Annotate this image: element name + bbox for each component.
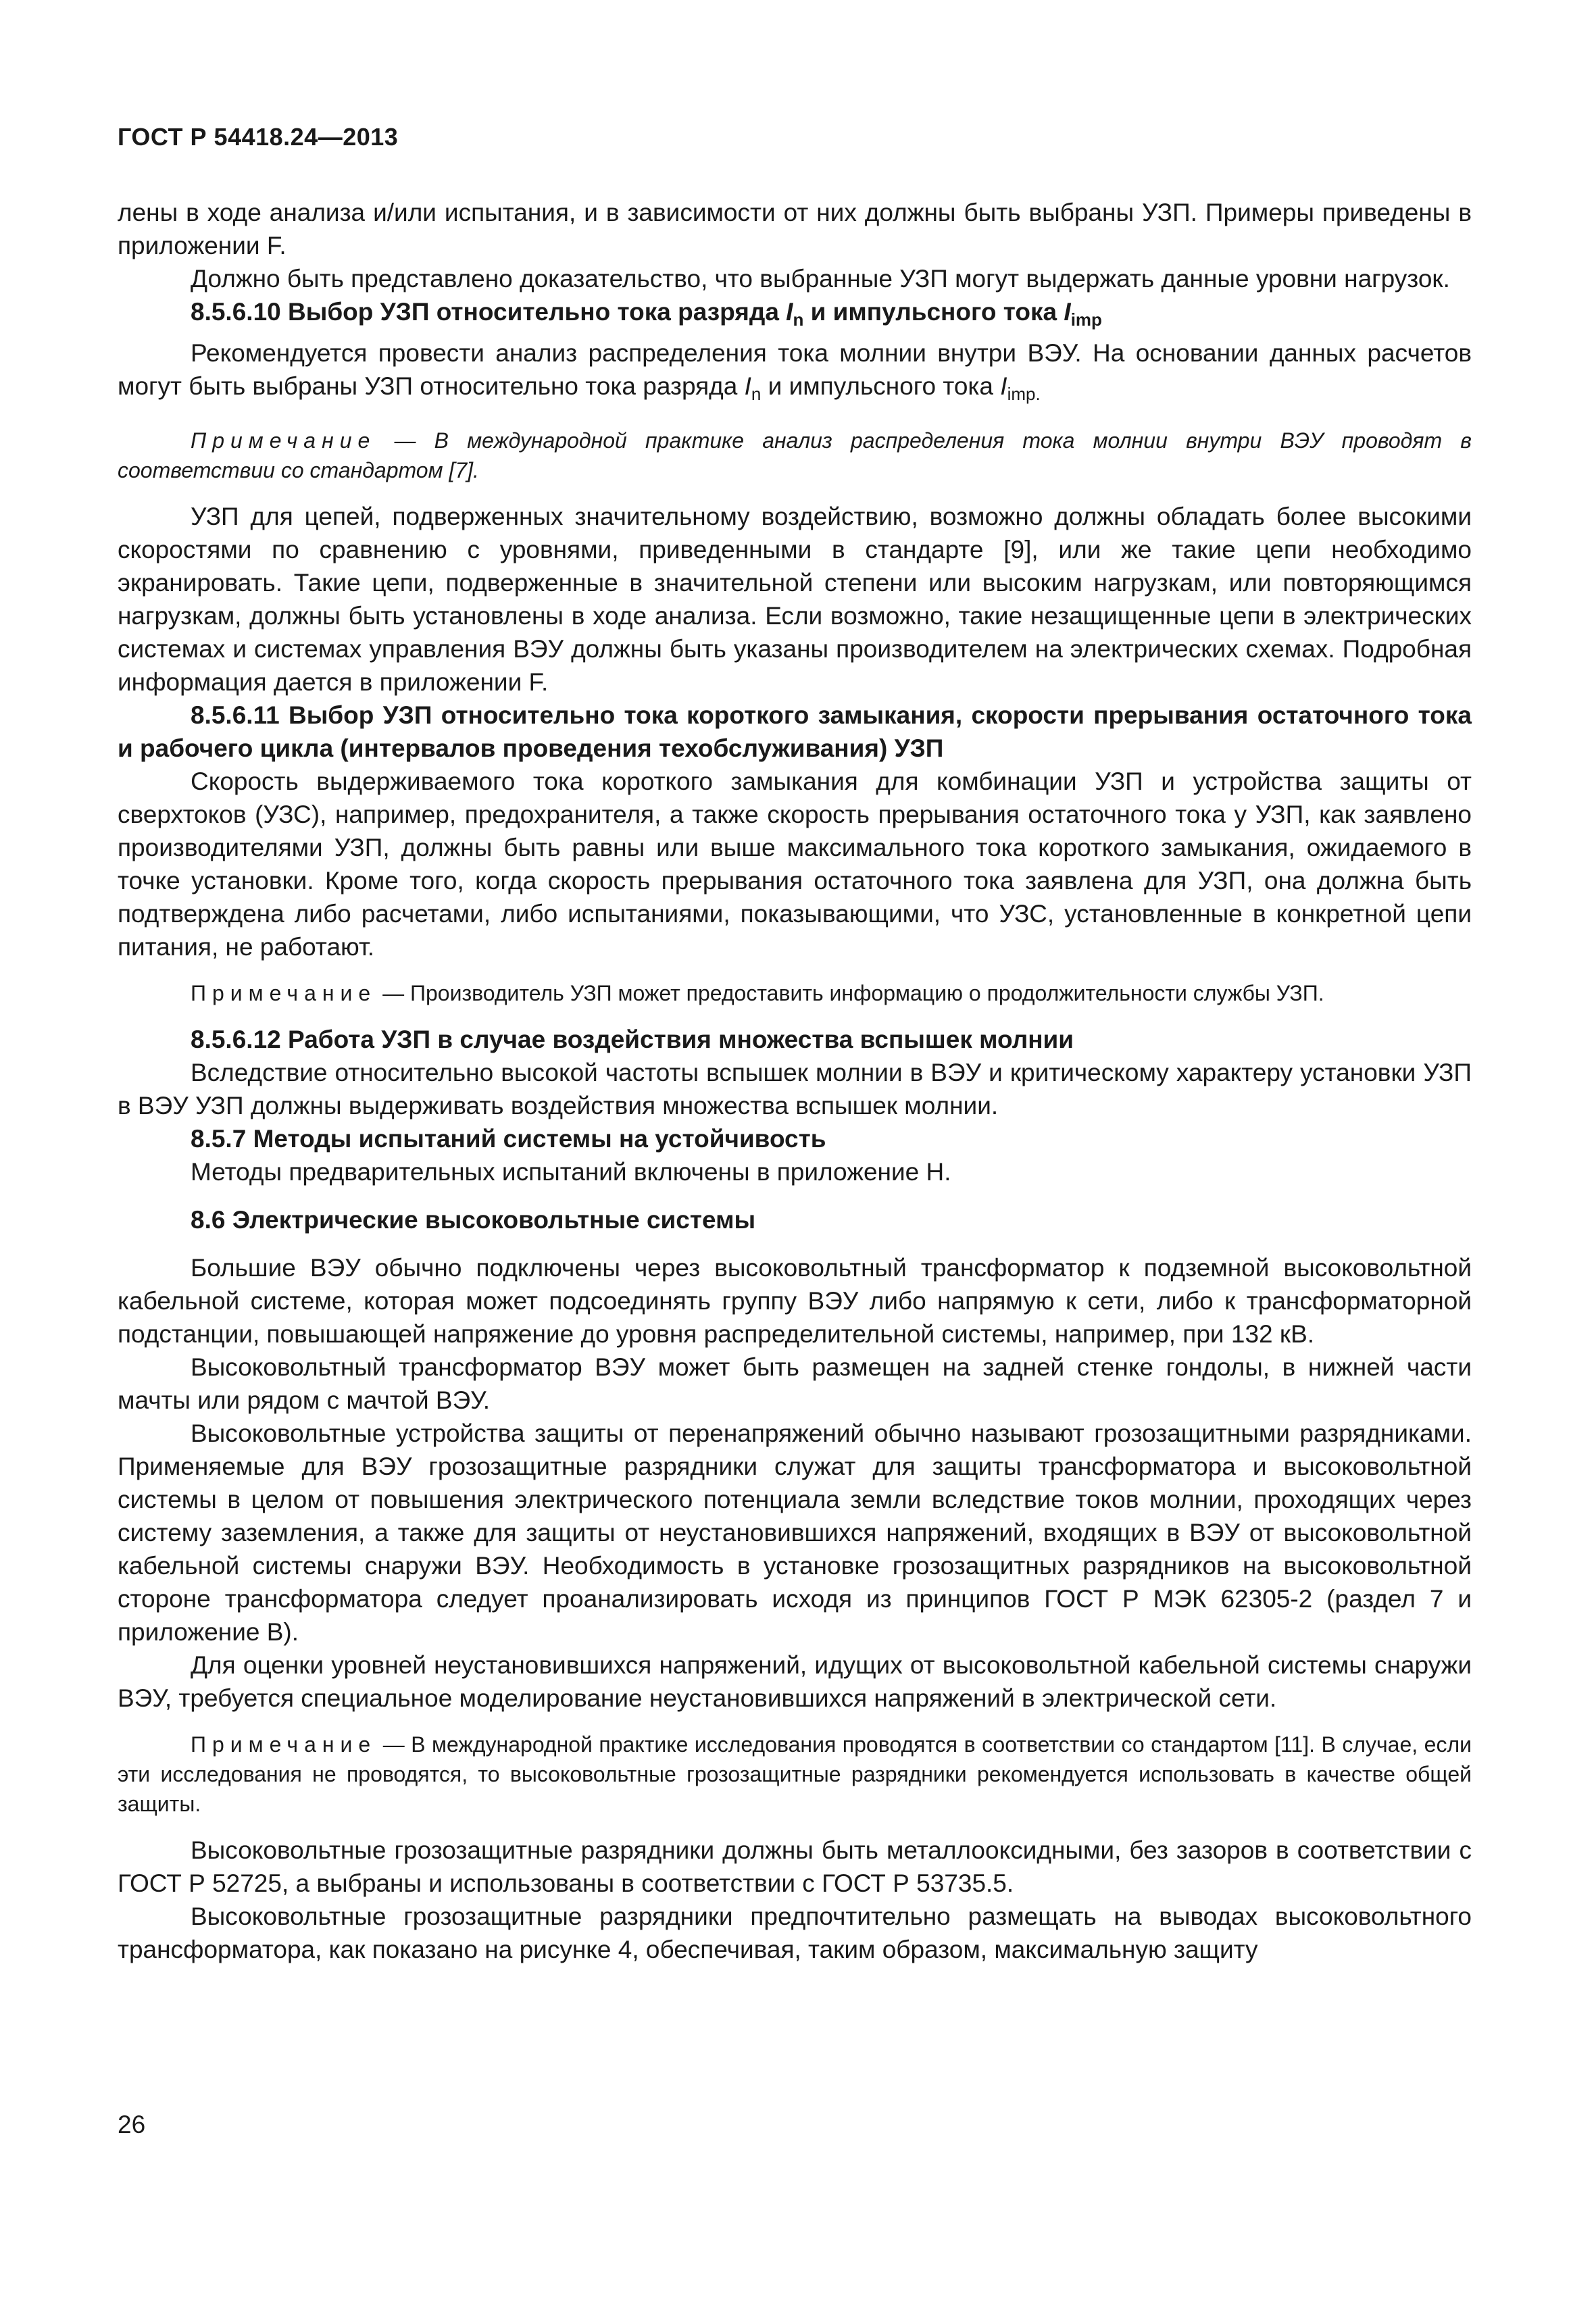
symbol-i: I [1000,372,1007,400]
paragraph-text: и импульсного тока [761,372,1001,400]
paragraph: Скорость выдерживаемого тока короткого замыкания для комбинации УЗП и устройства защиты от сверхтоков (УЗС), например, предохранителя, а также скорость прерывания остаточного тока у УЗП, как заявлено производителями УЗП, должны быть равны или выше максимального тока короткого замыкания, ожидаемого в точке установки. Кроме того, когда скорость прерывания остаточного тока заявлена для УЗП, она должна быть подтверждена либо расчетами, либо испытаниями, показывающими, что УЗС, установленные в конкретной цепи питания, не работают. [118,768,1472,961]
paragraph: лены в ходе анализа и/или испытания, и в зависимости от них должны быть выбраны УЗП. Примеры приведены в приложении F. [118,199,1472,259]
subscript-n: n [793,309,804,330]
paragraph: Методы предварительных испытаний включены в приложение Н. [191,1158,951,1186]
paragraph: Высоковольтные грозозащитные разрядники предпочтительно размещать на выводах высоковольтного трансформатора, как показано на рисунке 4, обеспечивая, таким образом, максимальную защиту [118,1903,1472,1963]
paragraph [118,336,1472,411]
note-text: — В международной практике анализ распределения тока молнии внутри ВЭУ проводят в соответствии со стандартом [7]. [118,428,1472,482]
paragraph: Высоковольтные устройства защиты от перенапряжений обычно называют грозозащитными разрядниками. Применяемые для ВЭУ грозозащитные разрядники служат для защиты трансформатора и высоковольтной системы в целом от повышения электрического потенциала земли вследствие токов молнии, проходящих через систему заземления, а также для защиты от неустановившихся напряжений, входящих в ВЭУ от высоковольтной кабельной системы снаружи ВЭУ. Необходимость в установке грозозащитных разрядников на высоковольтной стороне трансформатора следует проанализировать исходя из принципов ГОСТ Р МЭК 62305-2 (раздел 7 и приложение В). [118,1419,1472,1646]
paragraph: Высоковольтный трансформатор ВЭУ может быть размещен на задней стенке гондолы, в нижней части мачты или рядом с мачтой ВЭУ. [118,1353,1472,1414]
note-label: Примечание [191,1732,377,1757]
note [118,1730,1472,1819]
note-text: — В международной практике исследования проводятся в соответствии со стандартом [11]. В случае, если эти исследования не проводятся, то высоковольтные грозозащитные разрядники рекомендуется использовать в качестве общей защиты. [118,1732,1472,1816]
section-heading-8-5-6-11: 8.5.6.11 Выбор УЗП относительно тока короткого замыкания, скорости прерывания остаточного тока и рабочего цикла (интервалов проведения техобслуживания) УЗП [118,701,1472,762]
paragraph: Должно быть представлено доказательство, что выбранные УЗП могут выдержать данные уровни нагрузок. [191,265,1450,293]
paragraph: Большие ВЭУ обычно подключены через высоковольтный трансформатор к подземной высоковольтной кабельной системе, которая может подсоединять группу ВЭУ либо напрямую к сети, либо к трансформаторной подстанции, повышающей напряжение до уровня распределительной системы, например, при 132 кВ. [118,1254,1472,1348]
symbol-i: I [786,298,793,326]
paragraph: Для оценки уровней неустановившихся напряжений, идущих от высоковольтной кабельной системы снаружи ВЭУ, требуется специальное моделирование неустановившихся напряжений в электрической сети. [118,1651,1472,1712]
paragraph: УЗП для цепей, подверженных значительному воздействию, возможно должны обладать более высокими скоростями по сравнению с уровнями, приведенными в стандарте [9], или же такие цепи необходимо экранировать. Такие цепи, подверженные в значительной степени или высоким нагрузкам, или повторяющимся нагрузкам, должны быть установлены в ходе анализа. Если возможно, такие незащищенные цепи в электрических системах и системах управления ВЭУ должны быть указаны производителем на электрических схемах. Подробная информация дается в приложении F. [118,503,1472,696]
document-code-header: ГОСТ Р 54418.24—2013 [118,123,399,151]
note [118,426,1472,485]
symbol-i: I [1064,298,1071,326]
paragraph-text: Рекомендуется провести анализ распределения тока молнии внутри ВЭУ. На основании данных расчетов могут быть выбраны УЗП относительно тока разряда [118,339,1472,400]
subscript-imp: imp [1070,309,1102,330]
section-heading-8-5-6-10 [118,295,1472,336]
paragraph: Высоковольтные грозозащитные разрядники должны быть металлооксидными, без зазоров в соответствии с ГОСТ Р 52725, а выбраны и использованы в соответствии с ГОСТ Р 53735.5. [118,1836,1472,1897]
note-label: Примечание [191,428,376,453]
section-heading-8-5-6-12: 8.5.6.12 Работа УЗП в случае воздействия множества вспышек молнии [191,1026,1074,1053]
document-body [118,196,1472,1966]
section-heading-8-6: 8.6 Электрические высоковольтные системы [191,1206,756,1234]
symbol-i: I [744,372,751,400]
paragraph: Вследствие относительно высокой частоты вспышек молнии в ВЭУ и критическому характеру установки УЗП в ВЭУ УЗП должны выдерживать воздействия множества вспышек молнии. [118,1059,1472,1120]
subscript-imp: imp. [1007,384,1041,404]
note-label: Примечание [191,981,377,1005]
note-text: — Производитель УЗП может предоставить информацию о продолжительности службы УЗП. [376,981,1324,1005]
subscript-n: n [751,384,762,404]
section-heading-8-5-7: 8.5.7 Методы испытаний системы на устойчивость [191,1125,826,1153]
heading-text: и импульсного тока [803,298,1064,326]
heading-text: 8.5.6.10 Выбор УЗП относительно тока разряда [191,298,787,326]
page-number: 26 [118,2111,146,2138]
note [118,978,1472,1008]
